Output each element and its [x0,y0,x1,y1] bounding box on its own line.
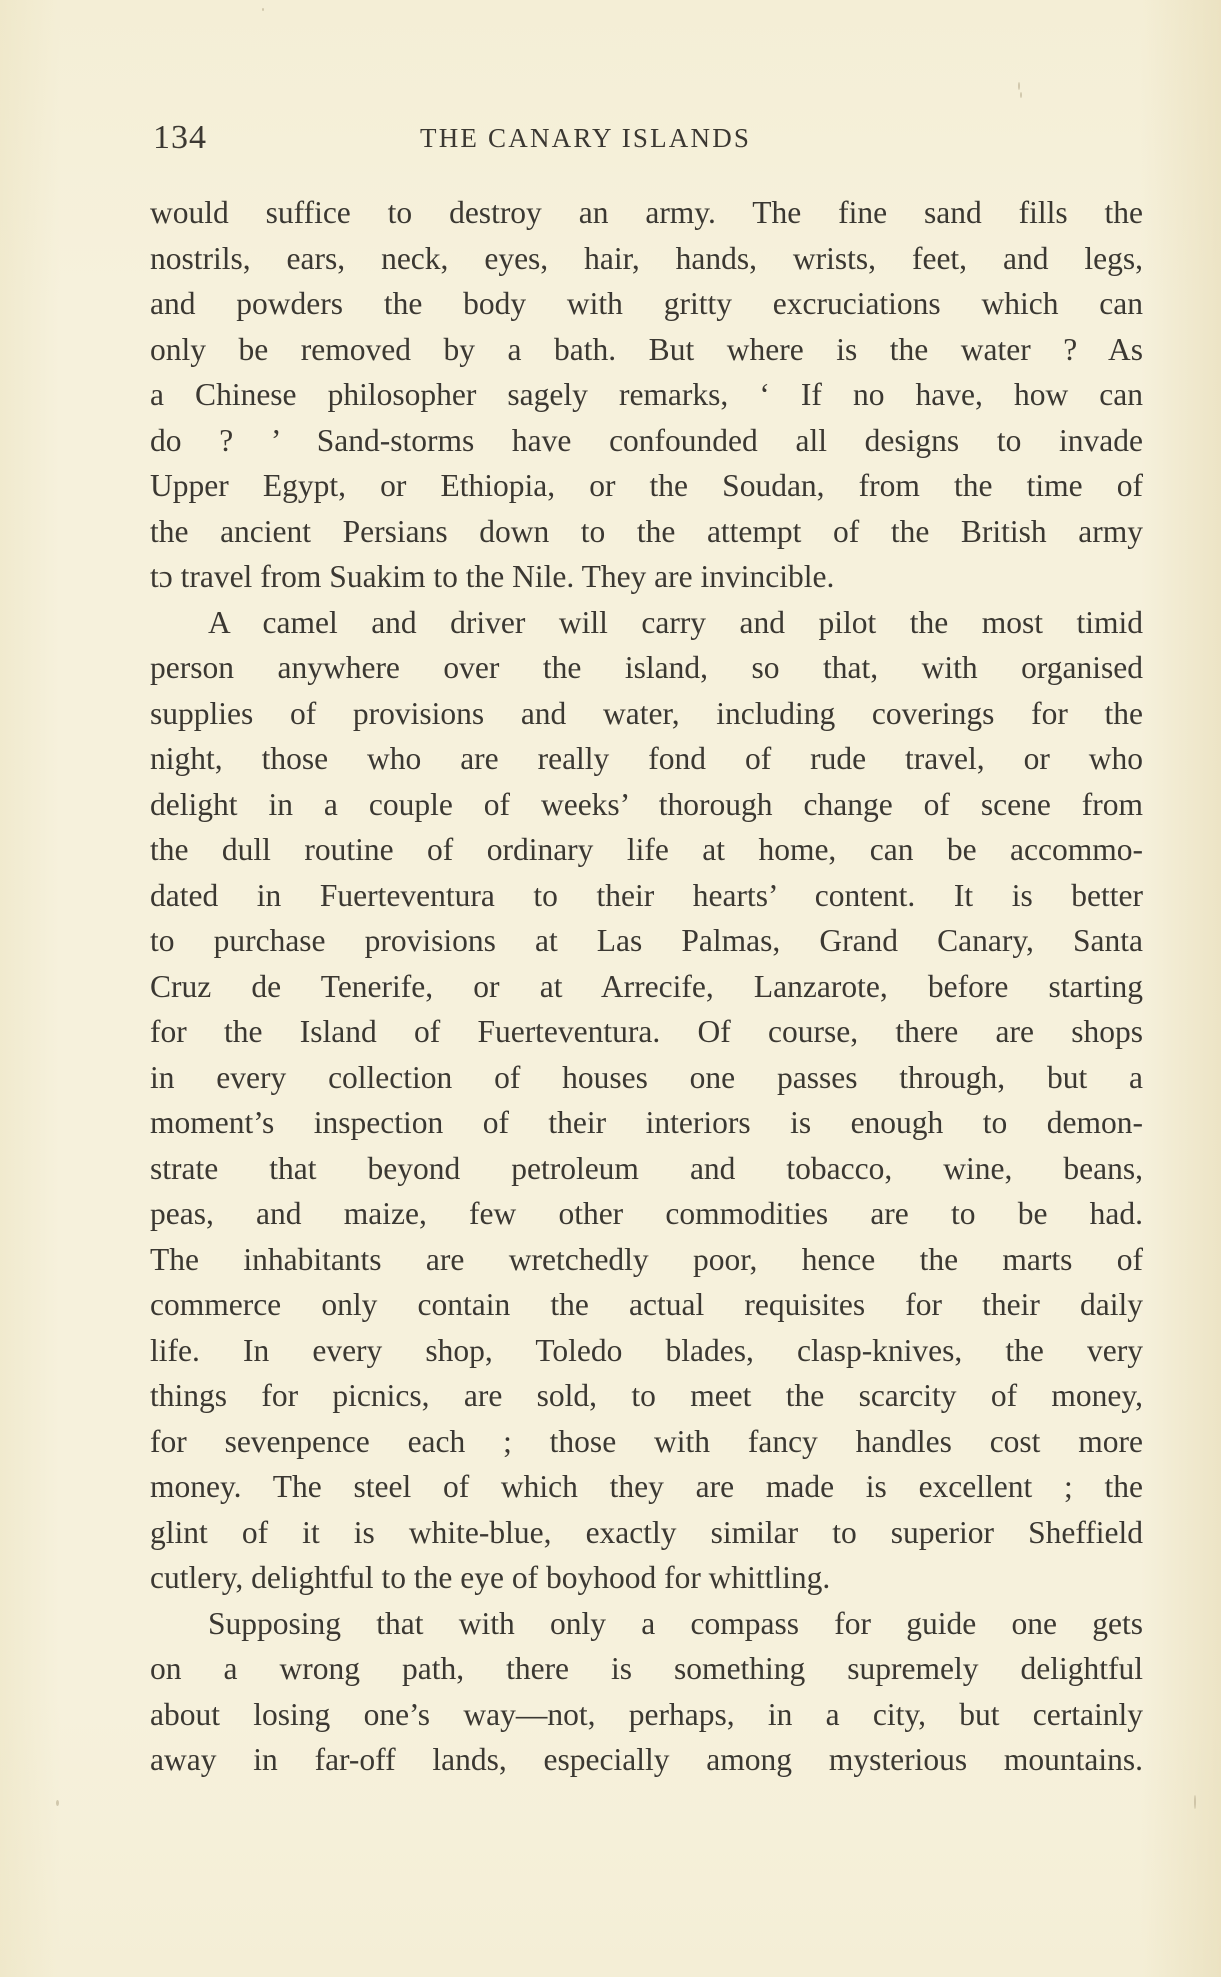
text-line: on a wrong path, there is something supremely delightful [150,1651,1143,1686]
text-line: for sevenpence each ; those with fancy handles cost more [150,1423,1143,1459]
text-line: the dull routine of ordinary life at home, can be accommo- [150,832,1143,867]
text-line: glint of it is white-blue, exactly similar to superior Sheffield [150,1514,1143,1550]
text-line: money. The steel of which they are made is excellent ; the [150,1469,1143,1504]
text-line: delight in a couple of weeks’ thorough change of scene from [150,786,1143,822]
paragraph-start-line: Supposing that with only a compass for guide one gets [208,1605,1143,1641]
text-line: night, those who are really fond of rude travel, or who [150,741,1143,776]
text-line: Upper Egypt, or Ethiopia, or the Soudan, from the time of [150,468,1143,503]
text-line: things for picnics, are sold, to meet the scarcity of money, [150,1378,1143,1413]
text-line: cutlery, delightful to the eye of boyhood for whittling. [150,1560,831,1595]
text-line: only be removed by a bath. But where is the water ? As [150,331,1143,367]
text-line: tɔ travel from Suakim to the Nile. They are invincible. [150,559,835,594]
text-line: for the Island of Fuerteventura. Of course, there are shops [150,1014,1143,1049]
running-head: THE CANARY ISLANDS [420,123,752,153]
text-line: and powders the body with gritty excruciations which can [150,286,1143,321]
text-line: dated in Fuerteventura to their hearts’ content. It is better [150,877,1143,913]
text-line: a Chinese philosopher sagely remarks, ‘ If no have, how can [150,377,1143,412]
text-line: to purchase provisions at Las Palmas, Grand Canary, Santa [150,923,1143,958]
paper-speck [262,8,264,11]
paper-speck [1020,92,1022,98]
paper-speck [56,1800,59,1806]
text-line: nostrils, ears, neck, eyes, hair, hands, wrists, feet, and legs, [150,240,1143,276]
text-line: The inhabitants are wretchedly poor, hence the marts of [150,1241,1143,1277]
paper-speck [1018,82,1020,90]
paragraph-start-line: A camel and driver will carry and pilot the most timid [208,604,1143,640]
text-line: about losing one’s way—not, perhaps, in a city, but certainly [150,1696,1143,1732]
text-line: the ancient Persians down to the attempt of the British army [150,513,1143,549]
text-line: peas, and maize, few other commodities are to be had. [150,1196,1143,1231]
text-line: person anywhere over the island, so that, with organised [150,650,1143,685]
text-line: in every collection of houses one passes through, but a [150,1059,1143,1095]
text-line: Cruz de Tenerife, or at Arrecife, Lanzarote, before starting [150,968,1143,1004]
text-line: commerce only contain the actual requisites for their daily [150,1287,1143,1322]
text-line: strate that beyond petroleum and tobacco, wine, beans, [150,1150,1143,1186]
text-line: do ? ’ Sand-storms have confounded all designs to invade [150,422,1143,458]
page-header [0,116,1221,160]
text-line: life. In every shop, Toledo blades, clasp-knives, the very [150,1332,1143,1368]
paper-speck [1194,1795,1196,1809]
text-line: moment’s inspection of their interiors is enough to demon- [150,1105,1143,1140]
page-number: 134 [153,119,207,156]
text-line: away in far-off lands, especially among mysterious mountains. [150,1742,1143,1777]
text-line: supplies of provisions and water, including coverings for the [150,695,1143,731]
text-line: would suffice to destroy an army. The fine sand fills the [150,195,1143,230]
